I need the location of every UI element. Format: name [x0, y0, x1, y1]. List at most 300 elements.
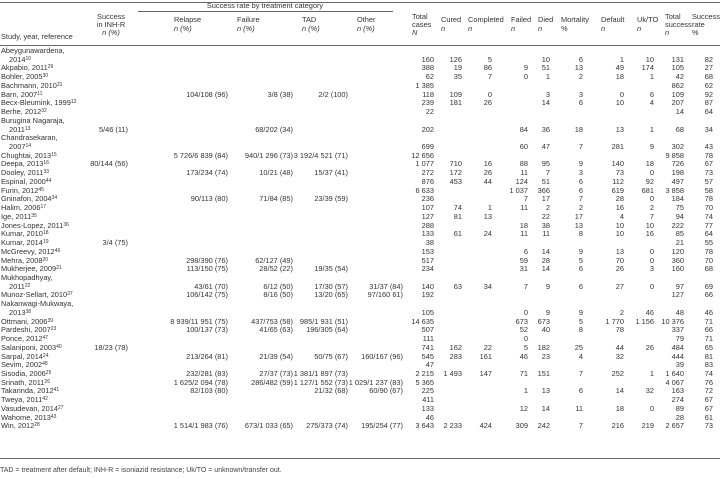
cell-default: 44	[615, 342, 624, 352]
table-row	[0, 117, 720, 125]
cell-uk-to: 7	[649, 211, 654, 221]
cell-completed: 86	[483, 63, 492, 73]
table-row	[0, 91, 720, 99]
cell-uk-to: 32	[645, 386, 654, 396]
cell-default: 78	[615, 325, 624, 335]
cell-failed: 12	[519, 403, 528, 413]
cell-success-rate: 58	[704, 185, 713, 195]
cell-mortality: 6	[578, 185, 583, 195]
cell-total-cases: 127	[421, 211, 434, 221]
cell-uk-to: 681	[641, 185, 654, 195]
cell-other: 195/254 (77)	[361, 421, 403, 431]
cell-completed: 7	[487, 72, 492, 82]
cell-died: 9	[545, 281, 550, 291]
cell-total-cases: 2 215	[415, 369, 434, 378]
cell-mortality: 9	[578, 246, 583, 256]
reference-number: 40	[56, 343, 62, 350]
cell-inh-r: 18/23 (78)	[94, 342, 128, 352]
header-ukto-unit: n	[637, 24, 642, 33]
cell-failure: 62/127 (49)	[255, 255, 293, 265]
cell-cured: 19	[453, 63, 462, 73]
cell-cured: 172	[449, 168, 462, 178]
table-row	[0, 204, 720, 212]
reference-number: 19	[42, 239, 49, 246]
cell-total-success: 109	[671, 89, 684, 99]
table-row	[0, 195, 720, 203]
cell-mortality: 6	[578, 281, 583, 291]
cell-success-rate: 78	[704, 246, 713, 256]
reference-number: 43	[50, 413, 57, 420]
cell-uk-to: 1	[649, 369, 654, 378]
reference-number: 45	[38, 186, 44, 193]
study-name: Becx-Bleumink, 1999	[1, 98, 71, 108]
reference-number: 34	[51, 195, 58, 202]
cell-failure: 10/21 (48)	[259, 168, 293, 178]
table-row	[0, 213, 720, 221]
table-row	[0, 56, 720, 64]
cell-success-rate: 64	[704, 107, 713, 117]
cell-failed: 60	[519, 142, 528, 152]
table-row	[0, 309, 720, 317]
table-row	[0, 387, 720, 395]
cell-completed: 13	[483, 211, 492, 221]
cell-completed: 16	[483, 159, 492, 169]
cell-total-success: 163	[671, 386, 684, 396]
study-name: Ottmani, 2006	[1, 316, 48, 326]
cell-default: 70	[615, 255, 624, 265]
cell-tad: 275/373 (74)	[306, 421, 348, 431]
cell-relapse: 113/150 (75)	[186, 264, 228, 274]
table-row	[0, 126, 720, 134]
cell-default: 16	[615, 203, 624, 213]
cell-mortality: 9	[578, 159, 583, 169]
cell-success-rate: 43	[704, 142, 713, 152]
cell-total-success: 862	[671, 80, 684, 90]
cell-success-rate: 66	[704, 290, 713, 300]
table-row	[0, 300, 720, 308]
cell-total-cases: 234	[421, 264, 434, 274]
cell-mortality: 2	[578, 203, 583, 213]
cell-died: 17	[541, 194, 550, 204]
study-name: Salaniponi, 2003	[1, 342, 57, 352]
cell-success-rate: 69	[704, 281, 713, 291]
cell-total-success: 337	[671, 325, 684, 335]
reference-number: 37	[67, 291, 73, 298]
cell-default: 27	[615, 281, 624, 291]
cell-success-rate: 73	[704, 421, 713, 431]
cell-uk-to: 2	[649, 203, 654, 213]
cell-total-cases: 192	[421, 290, 434, 300]
cell-default: 619	[611, 185, 624, 195]
header-inh-line2: in INH-R	[96, 20, 126, 29]
cell-failure: 71/84 (85)	[259, 194, 293, 204]
table-row	[0, 370, 720, 378]
table-row	[0, 73, 720, 81]
cell-failure: 673/1 033 (65)	[244, 421, 293, 431]
cell-other: 60/90 (67)	[369, 386, 403, 396]
cell-total-cases: 47	[425, 360, 434, 370]
cell-default: 281	[611, 142, 624, 152]
table-row	[0, 178, 720, 186]
cell-uk-to: 174	[641, 63, 654, 73]
study-name: 2013	[9, 307, 26, 317]
cell-died: 151	[537, 369, 550, 378]
cell-failure: 68/202 (34)	[255, 124, 293, 134]
cell-default: 49	[615, 63, 624, 73]
header-success-rate-1: Success	[692, 12, 720, 21]
cell-total-cases: 107	[421, 203, 434, 213]
cell-total-cases: 160	[421, 54, 434, 64]
cell-mortality: 3	[578, 89, 583, 99]
reference-number: 38	[25, 308, 32, 315]
cell-cured: 1 493	[443, 369, 462, 378]
cell-success-rate: 67	[704, 395, 713, 405]
table-row	[0, 379, 720, 387]
cell-default: 1	[619, 54, 624, 64]
cell-completed: 24	[483, 229, 492, 239]
cell-mortality: 6	[578, 54, 583, 64]
study-name: Mukherjee, 2009	[1, 264, 57, 274]
cell-success-rate: 68	[704, 72, 713, 82]
cell-uk-to: 10	[645, 220, 654, 230]
reference-number: 30	[42, 73, 49, 80]
cell-total-success: 42	[675, 72, 684, 82]
cell-default: 32	[615, 351, 624, 361]
cell-success-rate: 83	[704, 360, 713, 370]
cell-total-cases: 517	[421, 255, 434, 265]
reference-number: 17	[40, 204, 46, 211]
cell-total-cases: 202	[421, 124, 434, 134]
cell-mortality: 5	[578, 316, 583, 326]
cell-total-success: 207	[671, 98, 684, 108]
cell-default: 73	[615, 168, 624, 178]
cell-uk-to: 0	[649, 194, 654, 204]
cell-cured: 74	[453, 203, 462, 213]
cell-total-success: 28	[675, 412, 684, 422]
cell-total-success: 726	[671, 159, 684, 169]
cell-inh-r: 3/4 (75)	[102, 238, 128, 248]
cell-total-success: 302	[671, 142, 684, 152]
cell-failed: 71	[519, 369, 528, 378]
cell-default: 112	[612, 176, 624, 186]
cell-uk-to: 3	[649, 264, 654, 274]
reference-number: 25	[45, 370, 52, 376]
header-relapse-unit: n (%)	[174, 24, 192, 33]
cell-completed: 26	[483, 98, 492, 108]
cell-mortality: 17	[574, 211, 583, 221]
cell-failed: 9	[523, 63, 528, 73]
cell-completed: 44	[483, 176, 492, 186]
header-died-unit: n	[538, 24, 543, 33]
cell-mortality: 8	[578, 229, 583, 239]
reference-number: 13	[24, 125, 31, 132]
reference-number: 22	[24, 282, 31, 289]
cell-cured: 283	[449, 351, 462, 361]
header-success-rate-2: rate	[692, 20, 705, 29]
header-total-success-3: n	[665, 28, 670, 37]
table-row	[0, 248, 720, 256]
study-name: Pardeshi, 2007	[1, 325, 51, 335]
cell-failed: 88	[519, 159, 528, 169]
table-row	[0, 405, 720, 413]
cell-tad: 985/1 931 (51)	[299, 316, 348, 326]
cell-total-cases: 140	[421, 281, 434, 291]
cell-uk-to: 16	[645, 229, 654, 239]
cell-total-success: 14	[675, 107, 684, 117]
study-name: 2014	[9, 54, 26, 64]
cell-total-success: 79	[675, 334, 684, 344]
cell-cured: 162	[449, 342, 462, 352]
cell-tad: 2/2 (100)	[318, 89, 348, 99]
cell-relapse: 100/137 (73)	[186, 325, 228, 335]
cell-total-success: 21	[675, 238, 684, 248]
table-row	[0, 257, 720, 265]
cell-total-cases: 236	[421, 194, 434, 204]
cell-uk-to: 10	[645, 54, 654, 64]
header-mortality-unit: %	[561, 24, 568, 33]
cell-total-success: 105	[671, 63, 684, 73]
cell-total-cases: 133	[421, 229, 434, 239]
cell-other: 160/167 (96)	[361, 351, 403, 361]
cell-total-cases: 111	[422, 334, 434, 344]
cell-died: 28	[541, 255, 550, 265]
cell-failure: 940/1 296 (73)	[244, 150, 293, 160]
cell-default: 10	[615, 98, 624, 108]
study-name: 2007	[9, 142, 26, 152]
cell-total-success: 10 376	[661, 316, 684, 326]
header-cured-unit: n	[441, 24, 446, 33]
cell-default: 140	[611, 159, 624, 169]
cell-success-rate: 46	[704, 307, 713, 317]
cell-default: 18	[615, 403, 624, 413]
header-died: Died	[538, 15, 554, 24]
reference-number: 44	[45, 177, 52, 184]
cell-completed: 22	[483, 342, 492, 352]
cell-completed: 161	[479, 351, 492, 361]
cell-total-cases: 118	[422, 89, 434, 99]
footnote: TAD = treatment after default; INH-R = isoniazid resistance; Uk/TO = unknown/transfer out.	[0, 467, 282, 474]
table-row	[0, 47, 720, 55]
cell-failure: 8/16 (50)	[263, 290, 293, 300]
cell-cured: 109	[449, 89, 462, 99]
cell-failure: 27/37 (73)	[259, 369, 293, 378]
cell-uk-to: 1 156	[635, 316, 654, 326]
table-row	[0, 344, 720, 352]
cell-success-rate: 67	[704, 403, 713, 413]
cell-total-success: 75	[675, 203, 684, 213]
cell-success-rate: 70	[704, 255, 713, 265]
cell-failed: 1	[523, 386, 528, 396]
reference-number: 29	[47, 64, 54, 71]
cell-failed: 11	[520, 203, 528, 213]
cell-inh-r: 80/144 (56)	[90, 159, 128, 169]
cell-total-cases: 46	[425, 412, 434, 422]
cell-died: 51	[541, 176, 550, 186]
reference-number: 12	[70, 99, 77, 106]
cell-success-rate: 74	[704, 369, 713, 378]
header-other-unit: n (%)	[357, 24, 375, 33]
cell-mortality: 6	[578, 386, 583, 396]
header-ukto: Uk/TO	[637, 15, 659, 24]
study-name: Takarinda, 2012	[1, 386, 54, 396]
reference-number: 24	[42, 352, 49, 359]
cell-failure: 437/753 (58)	[251, 316, 293, 326]
cell-mortality: 6	[578, 98, 583, 108]
cell-failed: 18	[519, 220, 528, 230]
study-name: Kumar, 2014	[1, 238, 43, 248]
reference-number: 31	[56, 81, 63, 88]
cell-tad: 1 381/1 897 (73)	[293, 369, 348, 378]
cell-failure: 28/52 (22)	[259, 264, 293, 274]
cell-other: 97/160 61)	[367, 290, 403, 300]
header-failed: Failed	[511, 15, 532, 24]
cell-default: 0	[619, 89, 624, 99]
group-title: Success rate by treatment category	[206, 1, 324, 10]
table-row	[0, 353, 720, 361]
cell-uk-to: 0	[649, 255, 654, 265]
header-cured: Cured	[441, 15, 462, 24]
cell-default: 13	[615, 246, 624, 256]
cell-uk-to: 0	[649, 281, 654, 291]
header-success-rate-3: %	[692, 28, 699, 37]
reference-number: 48	[42, 361, 48, 368]
cell-failure: 6/12 (50)	[263, 281, 293, 291]
cell-mortality: 9	[578, 307, 583, 317]
cell-failed: 7	[523, 281, 528, 291]
table-row	[0, 326, 720, 334]
cell-relapse: 232/281 (83)	[186, 369, 228, 378]
cell-success-rate: 74	[704, 211, 713, 221]
cell-total-cases: 272	[421, 168, 434, 178]
cell-relapse: 43/61 (70)	[194, 281, 228, 291]
table-bottom-rule	[0, 458, 720, 459]
cell-died: 14	[541, 98, 550, 108]
cell-failed: 84	[519, 124, 528, 134]
cell-failed: 31	[519, 264, 528, 274]
cell-died: 11	[542, 229, 550, 239]
cell-total-cases: 239	[421, 98, 434, 108]
study-name: Espinal, 2000	[1, 176, 46, 186]
cell-total-cases: 38	[425, 238, 434, 248]
cell-cured: 63	[453, 281, 462, 291]
reference-number: 46	[54, 247, 61, 254]
cell-total-cases: 388	[421, 63, 434, 73]
table-row	[0, 265, 720, 273]
header-other: Other	[357, 15, 376, 24]
cell-success-rate: 92	[704, 89, 713, 99]
cell-total-cases: 1 385	[415, 80, 434, 90]
reference-number: 23	[50, 326, 57, 333]
cell-mortality: 5	[578, 255, 583, 265]
cell-default: 1 770	[605, 316, 624, 326]
cell-failed: 0	[523, 334, 528, 344]
cell-died: 242	[537, 421, 550, 431]
cell-mortality: 3	[578, 168, 583, 178]
study-name: Srinath, 2011	[1, 377, 45, 387]
cell-uk-to: 18	[645, 159, 654, 169]
cell-total-cases: 507	[421, 325, 434, 335]
cell-tad: 21/32 (68)	[314, 386, 348, 396]
header-bottom-rule	[0, 45, 720, 46]
header-default-unit: n	[601, 24, 606, 33]
reference-number: 10	[25, 55, 32, 62]
cell-failed: 0	[523, 72, 528, 82]
table-row	[0, 422, 720, 430]
cell-completed: 5	[487, 54, 492, 64]
cell-total-success: 2 657	[665, 421, 684, 431]
cell-mortality: 18	[574, 124, 583, 134]
cell-total-cases: 62	[425, 72, 434, 82]
cell-uk-to: 46	[645, 307, 654, 317]
cell-relapse: 106/142 (75)	[186, 290, 228, 300]
cell-died: 36	[541, 124, 550, 134]
cell-success-rate: 68	[704, 264, 713, 274]
cell-other: 31/37 (84)	[369, 281, 403, 291]
study-name: Munoz-Sellart, 2010	[1, 290, 68, 300]
cell-total-success: 97	[675, 281, 684, 291]
reference-number: 33	[43, 169, 50, 176]
cell-relapse: 173/234 (74)	[186, 168, 228, 178]
cell-died: 95	[541, 159, 550, 169]
cell-failed: 1 037	[509, 185, 528, 195]
cell-uk-to: 1	[649, 72, 654, 82]
table-row	[0, 396, 720, 404]
cell-failed: 309	[515, 421, 528, 431]
cell-success-rate: 67	[704, 159, 713, 169]
header-failed-unit: n	[511, 24, 516, 33]
study-name: Sisodia, 2006	[1, 369, 46, 378]
study-name: Mehra, 2008	[1, 255, 43, 265]
study-name: Chandrasekaran,	[1, 133, 58, 143]
study-name: Vasudevan, 2014	[1, 403, 58, 413]
reference-number: 26	[44, 378, 50, 385]
cell-default: 13	[615, 124, 624, 134]
table-row	[0, 187, 720, 195]
cell-total-cases: 6 633	[415, 185, 434, 195]
header-total-cases-3: N	[412, 28, 418, 37]
study-name: Berhe, 2012	[1, 107, 42, 117]
cell-failed: 5	[523, 342, 528, 352]
cell-died: 23	[541, 351, 550, 361]
cell-total-success: 160	[671, 264, 684, 274]
cell-total-success: 39	[675, 360, 684, 370]
cell-failed: 0	[523, 307, 528, 317]
cell-mortality: 7	[578, 194, 583, 204]
cell-default: 14	[615, 386, 624, 396]
cell-failure: 3/8 (38)	[267, 89, 293, 99]
cell-mortality: 25	[574, 342, 583, 352]
cell-total-success: 131	[671, 54, 684, 64]
study-name: Ponce, 2012	[1, 334, 43, 344]
cell-success-rate: 57	[704, 176, 713, 186]
cell-success-rate: 65	[704, 342, 713, 352]
cell-relapse: 5 726/6 839 (84)	[173, 150, 228, 160]
study-name: Tweya, 2011	[1, 395, 43, 405]
cell-died: 7	[545, 168, 550, 178]
cell-relapse: 82/103 (80)	[190, 386, 228, 396]
cell-uk-to: 0	[649, 403, 654, 413]
cell-total-success: 120	[671, 246, 684, 256]
cell-total-cases: 14 635	[411, 316, 434, 326]
cell-cured: 81	[453, 211, 462, 221]
header-mortality: Mortality	[561, 15, 589, 24]
study-name: Bachmann, 2010	[1, 80, 57, 90]
reference-number: 41	[53, 387, 60, 394]
cell-uk-to: 6	[649, 89, 654, 99]
cell-total-success: 4 067	[665, 377, 684, 387]
cell-total-cases: 12 656	[411, 150, 434, 160]
cell-success-rate: 77	[704, 220, 713, 230]
